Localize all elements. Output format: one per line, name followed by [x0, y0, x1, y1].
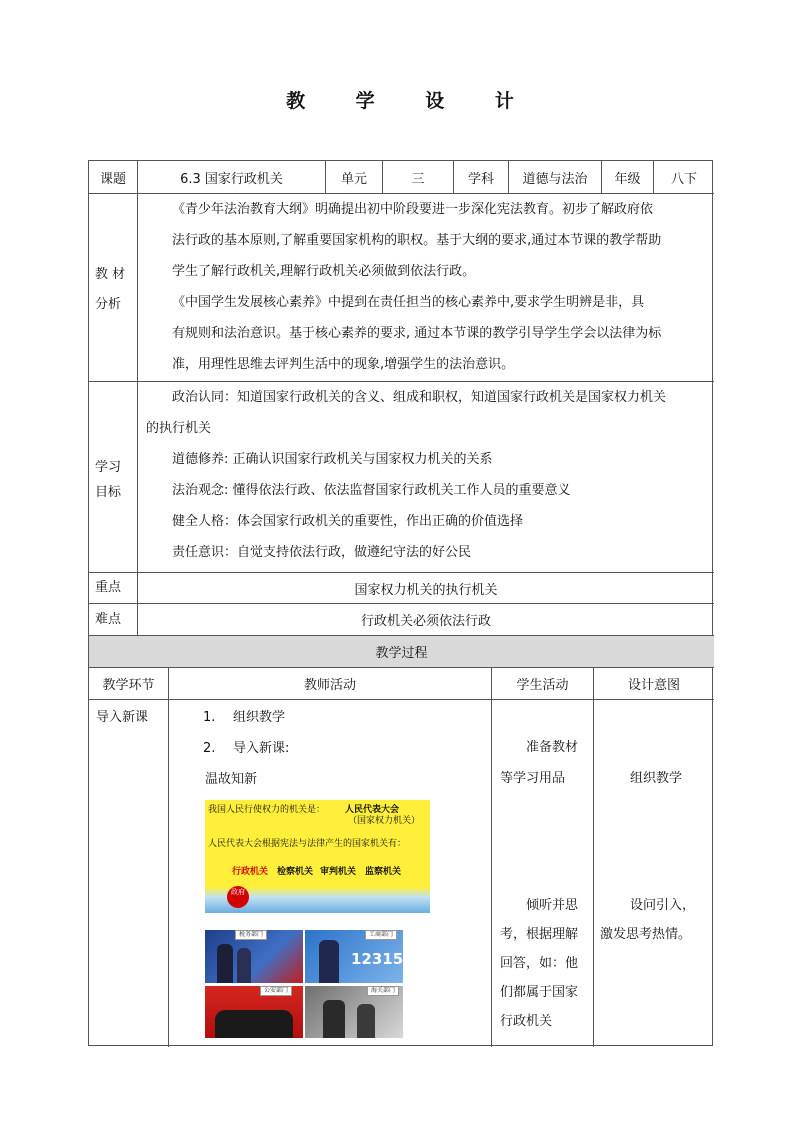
key-point-label-cell — [89, 573, 138, 604]
photo-tag: 税务部门 — [235, 930, 267, 940]
slide-line2: （国家权力机关） — [348, 816, 421, 826]
course-label: 课题 — [99, 171, 126, 187]
key-point-label: 重点 — [95, 580, 122, 595]
student-line: 等学习用品 — [500, 771, 566, 786]
column-header-label: 设计意图 — [627, 678, 680, 693]
intent-cell — [594, 700, 714, 1047]
key-point-value-cell — [138, 573, 714, 604]
subject-label-cell — [454, 161, 509, 194]
intent-line: 组织教学 — [630, 771, 683, 786]
police-department-photo — [205, 986, 303, 1038]
government-seal-icon: 政府 — [227, 886, 249, 908]
column-header-label: 学生活动 — [516, 678, 569, 693]
slide-line3: 人民代表大会根据宪法与法律产生的国家机关有： — [208, 839, 407, 849]
slide-line1b: 人民代表大会 — [345, 805, 400, 815]
officer-figure-icon — [237, 948, 251, 983]
officer-figure-icon — [217, 944, 233, 983]
photo-tag: 公安部门 — [260, 986, 292, 996]
slide-line1a: 我国人民行使权力的机关是： — [208, 805, 326, 815]
student-line: 回答，如：他 — [500, 956, 579, 971]
objectives-content-cell — [138, 382, 714, 573]
stage-label: 导入新课 — [96, 710, 149, 725]
teacher-item2: 导入新课: — [233, 741, 290, 756]
column-header-intent — [594, 668, 714, 700]
column-header-teacher — [169, 668, 492, 700]
objective-line: 健全人格：体会国家行政机关的重要性，作出正确的价值选择 — [172, 514, 524, 529]
slide-organ: 监察机关 — [365, 867, 402, 877]
intent-line: 设问引入， — [630, 898, 696, 913]
police-group-icon — [215, 1010, 293, 1038]
analysis-content-cell — [138, 194, 714, 382]
teacher-item1-num: 1. — [203, 710, 216, 725]
objective-line: 政治认同：知道国家行政机关的含义、组成和职权，知道国家行政机关是国家权力机关 — [172, 390, 667, 405]
student-line: 考，根据理解 — [500, 927, 579, 942]
objectives-label-line1: 学习 — [95, 460, 122, 475]
teacher-item1: 组织教学 — [233, 710, 286, 725]
unit-value: 三 — [411, 171, 425, 187]
analysis-line: 学生了解行政机关,理解行政机关必须做到依法行政。 — [172, 264, 476, 279]
column-header-label: 教学环节 — [102, 678, 155, 693]
course-value-cell — [138, 161, 326, 194]
difficulty-label-cell — [89, 604, 138, 636]
teacher-item2-num: 2. — [203, 741, 216, 756]
tax-department-photo — [205, 930, 303, 983]
photo-tag: 海关部门 — [367, 986, 399, 996]
difficulty-label: 难点 — [95, 612, 122, 627]
column-header-label: 教师活动 — [303, 678, 356, 693]
unit-label-cell — [326, 161, 383, 194]
objectives-label-line2: 目标 — [95, 485, 122, 500]
subject-value: 道德与法治 — [522, 171, 588, 187]
teacher-sub: 温故知新 — [205, 772, 258, 787]
unit-value-cell — [383, 161, 454, 194]
student-activity-cell — [492, 700, 594, 1047]
intent-line: 激发思考热情。 — [600, 927, 692, 942]
process-heading-cell — [89, 636, 714, 668]
customs-department-photo — [305, 986, 403, 1038]
column-header-stage — [89, 668, 169, 700]
analysis-line: 准，用理性思维去评判生活中的现象,增强学生的法治意识。 — [172, 357, 515, 372]
difficulty-value: 行政机关必须依法行政 — [360, 614, 491, 629]
column-header-student — [492, 668, 594, 700]
objectives-label-cell — [89, 382, 138, 573]
hotline-number: 12315 — [351, 950, 403, 968]
departments-photo-collage — [205, 930, 403, 1038]
analysis-line: 《青少年法治教育大纲》明确提出初中阶段要进一步深化宪法教育。初步了解政府依 — [172, 202, 654, 217]
stage-cell — [89, 700, 169, 1047]
objective-line: 的执行机关 — [146, 421, 212, 436]
grade-value: 八下 — [670, 171, 697, 187]
review-slide-image — [205, 800, 430, 913]
grade-value-cell — [654, 161, 714, 194]
business-department-photo — [305, 930, 403, 983]
slide-organ: 审判机关 — [320, 867, 357, 877]
officer-figure-icon — [357, 1004, 375, 1038]
grade-label: 年级 — [614, 171, 641, 187]
officer-figure-icon — [323, 1000, 345, 1038]
photo-tag: 工商部门 — [365, 930, 397, 940]
student-line: 们都属于国家 — [500, 985, 579, 1000]
student-line: 准备教材 — [526, 740, 579, 755]
objective-line: 道德修养: 正确认识国家行政机关与国家权力机关的关系 — [172, 452, 493, 467]
analysis-line: 法行政的基本原则,了解重要国家机构的职权。基于大纲的要求,通过本节课的教学帮助 — [172, 233, 662, 248]
analysis-line: 有规则和法治意识。基于核心素养的要求, 通过本节课的教学引导学生学会以法律为标 — [172, 326, 662, 341]
analysis-label-line1: 教 材 — [95, 267, 126, 282]
difficulty-value-cell — [138, 604, 714, 636]
course-label-cell — [89, 161, 138, 194]
student-line: 行政机关 — [500, 1014, 553, 1029]
slide-organ: 检察机关 — [277, 867, 314, 877]
analysis-label-line2: 分析 — [95, 297, 122, 312]
subject-label: 学科 — [467, 171, 494, 187]
unit-label: 单元 — [340, 171, 367, 187]
objective-line: 责任意识：自觉支持依法行政，做遵纪守法的好公民 — [172, 545, 472, 560]
slide-organ: 行政机关 — [232, 867, 269, 877]
lesson-plan-table — [88, 160, 713, 1046]
key-point-value: 国家权力机关的执行机关 — [354, 582, 498, 598]
student-line: 倾听并思 — [526, 898, 579, 913]
analysis-line: 《中国学生发展核心素养》中提到在责任担当的核心素养中,要求学生明辨是非，具 — [172, 295, 645, 310]
subject-value-cell — [509, 161, 602, 194]
analysis-label-cell — [89, 194, 138, 382]
course-value: 6.3 国家行政机关 — [180, 171, 283, 187]
objective-line: 法治观念: 懂得依法行政、依法监督国家行政机关工作人员的重要意义 — [172, 483, 571, 498]
grade-label-cell — [602, 161, 654, 194]
process-heading: 教学过程 — [375, 646, 428, 661]
page-title: 教 学 设 计 — [286, 90, 536, 112]
officer-figure-icon — [319, 940, 339, 983]
